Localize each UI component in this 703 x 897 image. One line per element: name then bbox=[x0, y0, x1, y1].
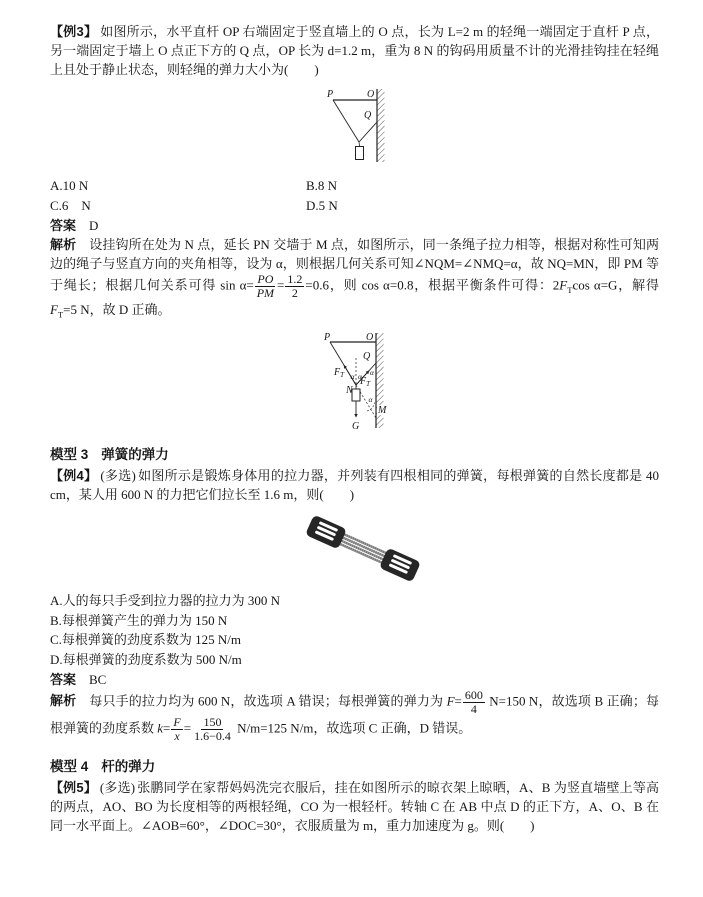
ex3-option-b: B.8 N bbox=[306, 178, 338, 193]
rope-QN bbox=[359, 122, 377, 142]
ex4-label: 【例4】 bbox=[50, 468, 98, 483]
ex3-option-a: A.10 N bbox=[50, 178, 89, 193]
analysis-label: 解析 bbox=[50, 237, 77, 252]
ex5-text: 张鹏同学在家帮妈妈洗完衣服后，挂在如图所示的晾衣架上晾晒，A、B 为竖直墙壁上等高的两点，AO、BO 为长度相等的两根轻绳，CO 为一根轻杆。转轴 C 在 AB 中点 D 的正下方，A、O、B 在同一水平面上。∠AOB=60°，∠DOC=30°，衣服质量为 m，重力加速度为 g。则( ) bbox=[50, 780, 659, 833]
answer-label: 答案 bbox=[50, 672, 77, 687]
springs bbox=[337, 533, 390, 564]
answer-value: BC bbox=[89, 672, 107, 687]
analysis-text: 设挂钩所在处为 N 点，延长 PN 交墙于 M 点，如图所示，同一条绳子拉力相等，根据对称性可知两边的绳子与竖直方向的夹角相等，设为 α，则根据几何关系可知∠NQM=∠NMQ=α，故 NQ=MN，即 PM 等于绳长；根据几何关系可得 sin α= bbox=[50, 237, 659, 293]
ex4-text: 如图所示是锻炼身体用的拉力器，并列装有四根相同的弹簧，每根弹簧的自然长度都是 40 cm，某人用 600 N 的力把它们拉长至 1.6 m，则( ) bbox=[50, 468, 659, 502]
model4-heading bbox=[50, 755, 659, 775]
ex4-options bbox=[50, 591, 659, 669]
ex4-option-b: B.每根弹簧产生的弹力为 150 N bbox=[50, 612, 228, 628]
var-k: k bbox=[157, 720, 164, 736]
analysis-label: 解析 bbox=[50, 693, 77, 709]
force-analysis-svg bbox=[322, 332, 394, 431]
ex3-options bbox=[50, 176, 659, 215]
figure-rope-wall-diagram bbox=[326, 88, 659, 166]
ex3-label: 【例3】 bbox=[50, 24, 98, 39]
label-Q: Q bbox=[364, 110, 372, 121]
ex4-option-c: C.每根弹簧的劲度系数为 125 N/m bbox=[50, 632, 242, 647]
weight bbox=[356, 147, 364, 160]
ex4-tag: (多选) bbox=[100, 468, 136, 483]
label-M: M bbox=[378, 405, 387, 416]
ex4-option-a: A.人的每只手受到拉力器的拉力为 300 N bbox=[50, 593, 281, 608]
label-Q: Q bbox=[363, 351, 371, 362]
ex3-answer bbox=[50, 216, 659, 235]
model3-label: 模型 3 bbox=[50, 447, 89, 462]
var-F: F bbox=[446, 693, 455, 709]
rope-PN bbox=[333, 100, 359, 142]
spring-expander-svg bbox=[288, 510, 438, 588]
label-FT-left: $F_T$ bbox=[334, 367, 345, 379]
label-P: P bbox=[324, 332, 331, 343]
model4-label: 模型 4 bbox=[50, 759, 89, 774]
ex3-option-d: D.5 N bbox=[306, 197, 338, 213]
answer-label: 答案 bbox=[50, 218, 77, 233]
fraction-600-4: $\frac{600}{4}$ bbox=[464, 688, 483, 716]
ex3-analysis: 解析 设挂钩所在处为 N 点，延长 PN 交墙于 M 点，如图所示，同一条绳子拉力相等，根据对称性可知两边的绳子与竖直方向的夹角相等，设为 α，则根据几何关系可知∠NQM=∠NMQ=α，故 NQ=MN，即 PM 等于绳长；根据几何关系可得 sin α= $\frac{PO}{PM}$ = $\frac{1.2}{2}$ =0.6，则 cos α=0.8，根据平衡条件可得：$2F_T\cos$ α=G，解得 $F_T=5$ N，故 D 正确。 bbox=[50, 237, 659, 320]
hook bbox=[359, 142, 360, 146]
ex5-tag: (多选) bbox=[99, 780, 136, 795]
ex4-analysis: 解析 每只手的拉力均为 600 N，故选项 A 错误；每根弹簧的弹力为 F= $\frac{600}{4}$ N=150 N，故选项 B 正确；每根弹簧的劲度系数 k= $\frac{F}{x}$ = $\frac{150}{1.6-0.4}$ N/m=125 N/m，故选项 C 正确，D 错误。 bbox=[50, 688, 659, 743]
label-G: G bbox=[352, 421, 360, 431]
ex5-problem bbox=[50, 778, 659, 835]
ex3-option-c: C.6 N bbox=[50, 197, 91, 213]
rope-wall-svg bbox=[326, 88, 392, 166]
fraction-150-1.2: $\frac{150}{1.6-0.4}$ bbox=[194, 715, 231, 743]
ex3-text: 如图所示，水平直杆 OP 右端固定于竖直墙上的 O 点，长为 L=2 m 的轻绳一端固定于直杆 P 点，另一端固定于墙上 O 点正下方的 Q 点，OP 长为 d=1.2 m，重为 8 N 的钩码用质量不计的光滑挂钩挂在轻绳上且处于静止状态，则轻绳的弹力大小为( ) bbox=[50, 24, 660, 77]
label-P: P bbox=[327, 89, 334, 100]
label-FT-right: $F_T$ bbox=[360, 376, 371, 388]
ex3-problem bbox=[50, 22, 659, 79]
label-O: O bbox=[366, 332, 374, 343]
fraction-F-x: $\frac{F}{x}$ bbox=[173, 715, 181, 743]
label-alpha-right: α bbox=[358, 372, 362, 381]
label-alpha-Q: α bbox=[370, 368, 374, 377]
weight bbox=[352, 389, 360, 401]
ex4-answer bbox=[50, 670, 659, 689]
label-O: O bbox=[367, 89, 375, 100]
model3-heading bbox=[50, 443, 659, 463]
label-alpha-M: α bbox=[368, 395, 373, 404]
figure-spring-expander bbox=[288, 510, 659, 588]
fraction-1.2-2: $\frac{1.2}{2}$ bbox=[287, 272, 303, 300]
wall-hatch bbox=[377, 89, 385, 162]
model3-title: 弹簧的弹力 bbox=[101, 447, 169, 462]
ex5-label: 【例5】 bbox=[50, 780, 97, 795]
figure-force-analysis-diagram bbox=[322, 332, 659, 431]
answer-value: D bbox=[89, 218, 99, 233]
label-N: N bbox=[346, 385, 353, 396]
ex4-problem bbox=[50, 466, 659, 504]
model4-title: 杆的弹力 bbox=[101, 759, 156, 774]
ex4-option-d: D.每根弹簧的劲度系数为 500 N/m bbox=[50, 651, 242, 667]
var-F: F bbox=[559, 277, 568, 293]
label-alpha-left: α bbox=[350, 372, 355, 381]
var-F: F bbox=[50, 302, 58, 317]
fraction-PO-PM: $\frac{PO}{PM}$ bbox=[256, 272, 275, 300]
